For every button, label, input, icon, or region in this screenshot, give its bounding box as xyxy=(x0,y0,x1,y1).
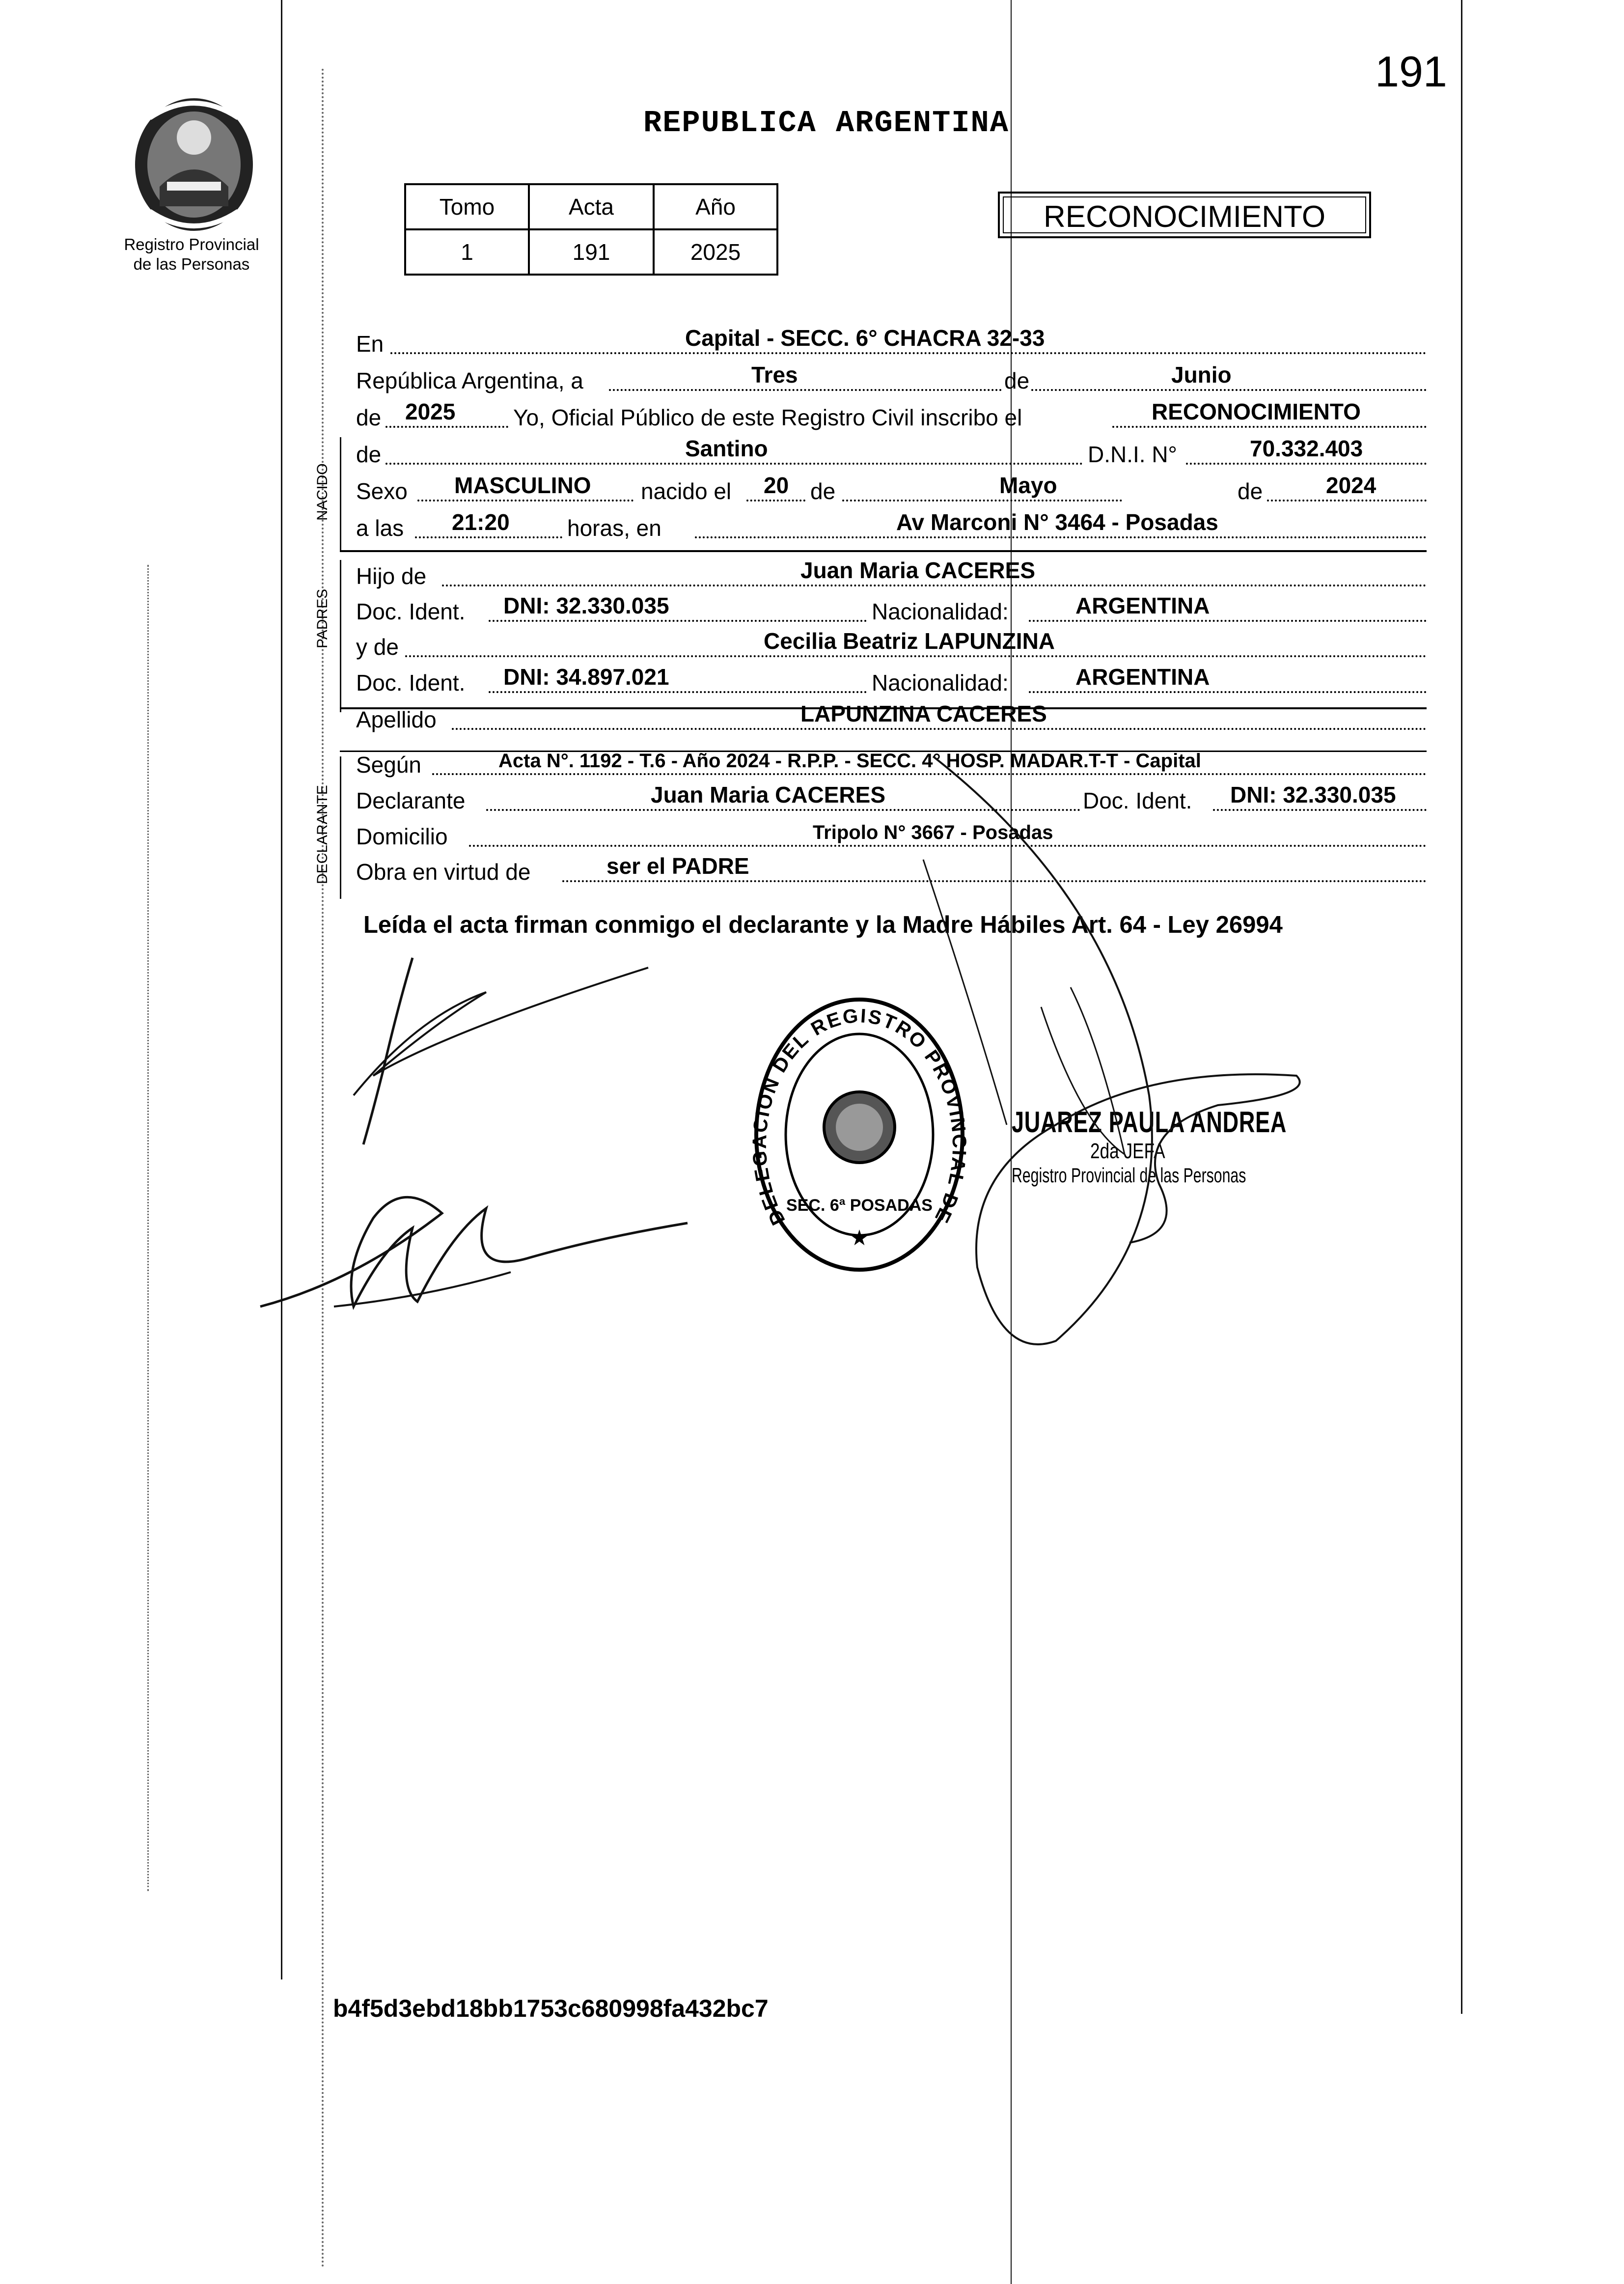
hijo-label: Hijo de xyxy=(356,563,427,589)
logo-caption: Registro Provincial de las Personas xyxy=(124,235,259,273)
nacido-section-bar xyxy=(340,437,341,550)
segun-value: Acta N°. 1192 - T.6 - Año 2024 - R.P.P. - SECC. 4° HOSP. MADAR.T-T - Capital xyxy=(498,750,1201,772)
stamp-outer-text: DELEGACION DEL REGISTRO PROVINCIAL DE LAS PERSONAS xyxy=(738,973,970,1229)
republica-label: República Argentina, a xyxy=(356,368,583,393)
obra-label: Obra en virtud de xyxy=(356,859,531,885)
document-hash: b4f5d3ebd18bb1753c680998fa432bc7 xyxy=(333,1995,769,2022)
nacido-de-label2: de xyxy=(810,478,836,504)
father-nationality-value: ARGENTINA xyxy=(1075,593,1210,618)
child-dni-value: 70.332.403 xyxy=(1250,436,1363,461)
page-number: 191 xyxy=(1375,47,1447,96)
birth-day-value: 20 xyxy=(764,473,789,498)
tomo-value: 1 xyxy=(405,229,529,275)
de-label: de xyxy=(1004,368,1030,393)
row-apellido xyxy=(356,697,1427,734)
obra-value: ser el PADRE xyxy=(606,853,749,879)
mother-doc-label: Doc. Ident. xyxy=(356,670,466,696)
month-value: Junio xyxy=(1171,362,1232,388)
provincia-de-misiones-seal-icon xyxy=(120,88,268,236)
anio-header: Año xyxy=(654,184,777,229)
mother-name-value: Cecilia Beatriz LAPUNZINA xyxy=(764,628,1055,654)
nacido-de-label3: de xyxy=(1238,478,1263,504)
tomo-header: Tomo xyxy=(405,184,529,229)
en-value: Capital - SECC. 6° CHACRA 32-33 xyxy=(685,325,1045,351)
acta-header: Acta xyxy=(529,184,654,229)
a-las-label: a las xyxy=(356,515,404,541)
apellido-value: LAPUNZINA CACERES xyxy=(800,701,1047,726)
birth-year-value: 2024 xyxy=(1326,473,1376,498)
birth-time-value: 21:20 xyxy=(452,509,510,535)
domicilio-label: Domicilio xyxy=(356,824,448,849)
father-name-value: Juan Maria CACERES xyxy=(800,557,1036,583)
father-nationality-label: Nacionalidad: xyxy=(872,599,1009,624)
row-yde xyxy=(356,625,1427,661)
declarante-section-bar xyxy=(340,756,341,899)
declarante-doc-label: Doc. Ident. xyxy=(1083,788,1192,813)
en-label: En xyxy=(356,331,384,357)
declarante-value: Juan Maria CACERES xyxy=(651,782,886,808)
mother-nationality-value: ARGENTINA xyxy=(1075,664,1210,690)
mother-doc-value: DNI: 34.897.021 xyxy=(503,664,669,690)
birth-month-value: Mayo xyxy=(999,473,1057,498)
signature-oficial xyxy=(894,752,1336,1375)
padres-section-bar xyxy=(340,560,341,712)
anio-value: 2025 xyxy=(654,229,777,275)
inscribo-value: RECONOCIMIENTO xyxy=(1152,399,1361,424)
signature-declarante xyxy=(255,1159,722,1321)
left-margin-line xyxy=(281,0,282,1979)
official-role: 2da JEFA xyxy=(1090,1139,1165,1163)
nacido-separator xyxy=(340,550,1427,552)
star-icon: ★ xyxy=(850,1226,869,1250)
sexo-label: Sexo xyxy=(356,478,408,504)
declarante-section-label: DECLARANTE xyxy=(314,785,330,884)
closing-statement: Leída el acta firman conmigo el declarante y la Madre Hábiles Art. 64 - Ley 26994 xyxy=(363,912,1283,938)
birth-place-value: Av Marconi N° 3464 - Posadas xyxy=(896,509,1218,535)
row-oficial xyxy=(356,395,1427,432)
nacido-el-label: nacido el xyxy=(641,478,732,504)
row-nacido-name xyxy=(356,432,1427,469)
nacido-section-label: NACIDO xyxy=(314,463,330,521)
right-margin-line xyxy=(1461,0,1462,2014)
father-doc-value: DNI: 32.330.035 xyxy=(503,593,669,618)
row-mother-doc xyxy=(356,661,1427,697)
domicilio-value: Tripolo N° 3667 - Posadas xyxy=(813,822,1053,843)
declarante-doc-value: DNI: 32.330.035 xyxy=(1230,782,1396,808)
oficial-text: Yo, Oficial Público de este Registro Civil inscribo el xyxy=(513,405,1022,430)
dni-label: D.N.I. N° xyxy=(1088,442,1177,467)
document-type-box: RECONOCIMIENTO xyxy=(998,192,1371,238)
apellido-label: Apellido xyxy=(356,707,437,732)
far-left-dots xyxy=(147,565,151,1891)
mother-nationality-label: Nacionalidad: xyxy=(872,670,1009,696)
father-doc-label: Doc. Ident. xyxy=(356,599,466,624)
sexo-value: MASCULINO xyxy=(454,473,591,498)
official-name: JUAREZ PAULA ANDREA xyxy=(1012,1106,1287,1139)
row-nacido-hora xyxy=(356,506,1427,542)
yde-label: y de xyxy=(356,634,399,660)
nacido-de-label: de xyxy=(356,442,382,467)
signature-madre xyxy=(344,948,688,1159)
stamp-inner-text: SEC. 6ª POSADAS xyxy=(786,1196,933,1215)
row-nacido-sexo xyxy=(356,469,1427,505)
row-en xyxy=(356,322,1427,358)
padres-section-label: PADRES xyxy=(314,588,330,648)
official-office: Registro Provincial de las Personas xyxy=(1012,1164,1246,1187)
row-father-doc xyxy=(356,589,1427,626)
child-name-value: Santino xyxy=(685,436,768,461)
declarante-label: Declarante xyxy=(356,788,466,813)
record-table xyxy=(404,183,778,276)
acta-value: 191 xyxy=(529,229,654,275)
country-title: REPUBLICA ARGENTINA xyxy=(643,106,1009,140)
year-value: 2025 xyxy=(405,399,456,424)
row-hijo xyxy=(356,554,1427,590)
row-republica xyxy=(356,359,1427,395)
year-prefix: de xyxy=(356,405,382,430)
horas-label: horas, en xyxy=(567,515,661,541)
day-value: Tres xyxy=(751,362,798,388)
segun-label: Según xyxy=(356,752,422,778)
